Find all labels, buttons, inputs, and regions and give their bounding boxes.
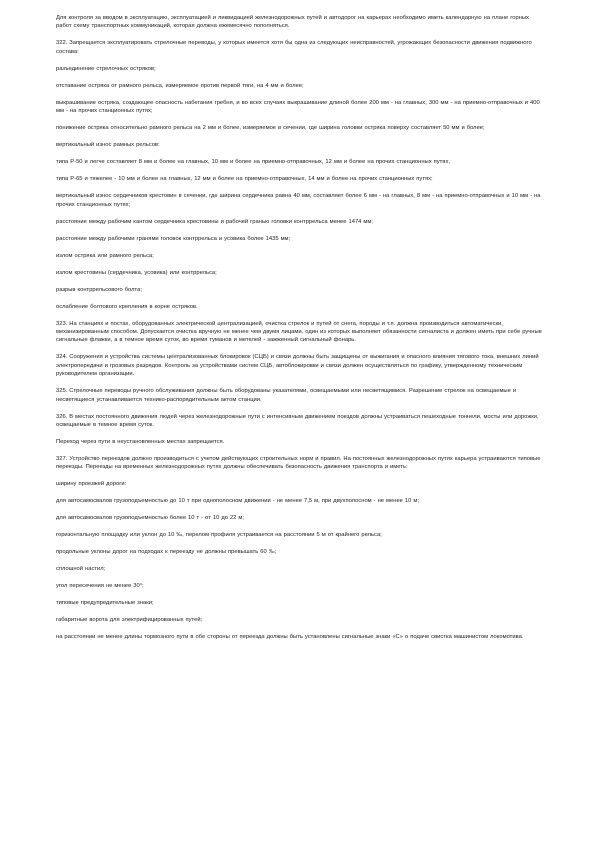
document-paragraph: 322. Запрещается эксплуатировать стрелочные переводы, у которых имеется хотя бы одна из следующих неисправностей, угрожающих безопасности движения подвижного состава: xyxy=(56,40,532,55)
document-paragraph: расстояние между рабочим кантом сердечника крестовины и рабочей гранью головки контррельса менее 1474 мм; xyxy=(56,218,373,225)
document-page xyxy=(56,14,546,650)
document-paragraph: на расстоянии не менее длины тормозного пути в обе стороны от переезда должны быть установлены сигнальные знаки «С» о подаче свистка машинистом локомотива. xyxy=(56,634,524,641)
document-paragraph: ослабление болтового крепления в корне остряков. xyxy=(56,303,198,310)
document-paragraph: выкрашивание остряка, создающее опасность набегания гребня, и во всех случаях выкрашивание длиной более 200 мм - на главных, 300 мм - на приемно-отправочных и 400 мм - на прочих станционных путях; xyxy=(56,99,540,115)
document-paragraph: 323. На станциях и постах, оборудованных электрической централизацией, очистка стрелок и путей от снега, породы и т.п. должна производиться автоматически, механизированным способом. Допускается очистка вручную не менее чем двумя лицами, один из которых выполняет обязанности сигналиста и должен иметь при себе ручные сигнальные флажки, а в темное время суток, во время туманов и метелей - зажженный сигнальный фонарь. xyxy=(56,320,542,344)
document-paragraph: 327. Устройство переездов должно производиться с учетом действующих строительных норм и правил. На постоянных железнодорожных путях карьера устраиваются типовые переезды. Переезды на временных железнодорожных путях должны обеспечивать безопасность движения транспорта и иметь: xyxy=(56,456,541,471)
document-paragraph: вертикальный износ рамных рельсов: xyxy=(56,142,160,149)
document-paragraph: ширину проезжей дороги: xyxy=(56,481,127,488)
document-paragraph: горизонтальную площадку или уклон до 10 ‰, перелом профиля устраивается на расстоянии 5 м от крайнего рельса; xyxy=(56,532,382,539)
document-paragraph: 325. Стрелочные переводы ручного обслуживания должны быть оборудованы указателями, освещаемыми или несветящимися. Разрешение стрелок на освещаемые и несветящиеся устанавливается технико-распорядительным актом станции. xyxy=(56,388,517,403)
document-paragraph: типа Р-65 и тяжелее - 10 мм и более на главных, 12 мм и более на приемно-отправочных, 14 мм и более на прочих станционных путях; xyxy=(56,176,433,183)
document-paragraph: расстояние между рабочими гранями головок контррельса и усовика более 1435 мм; xyxy=(56,235,291,242)
document-paragraph: габаритные ворота для электрифицированных путей; xyxy=(56,617,203,624)
document-paragraph: вертикальный износ сердечников крестовин в сечении, где ширина сердечника равна 40 мм, составляет более 6 мм - на главных, 8 мм - на приемно-отправочных и 10 мм - на прочих станционных путях; xyxy=(56,193,541,208)
document-paragraph: понижение остряка относительно рамного рельса на 2 мм и более, измеряемое в сечении, где ширина головки остряка поверху составляет 50 мм и более; xyxy=(56,125,485,132)
document-paragraph: типа Р-50 и легче составляет 8 мм и более на главных, 10 мм и более на приемно-отправочных, 12 мм и более на прочих станционных путях, xyxy=(56,159,450,166)
document-paragraph: сплошной настил; xyxy=(56,566,106,573)
document-paragraph: для автосамосвалов грузоподъемностью до 10 т при однополосном движении - не менее 7,5 м, при двухполосном - не менее 10 м; xyxy=(56,498,419,505)
document-paragraph: 326. В местах постоянного движения людей через железнодорожные пути с интенсивным движением поездов должны устраиваться пешеходные тоннели, мосты или дорожки, освещаемые в темное время суток. xyxy=(56,413,539,429)
document-paragraph: излом крестовины (сердечника, усовика) или контррельса; xyxy=(56,269,217,276)
document-paragraph: типовые предупредительные знаки; xyxy=(56,600,154,607)
document-paragraph: Для контроля за вводом в эксплуатацию, эксплуатацией и ликвидацией железнодорожных путей и автодорог на карьерах необходимо иметь календарную на плане горных работ схему транспортных коммуникаций, которая должна ежемесячно пополняться. xyxy=(56,15,529,30)
document-paragraph: разрыв контррельсового болта; xyxy=(56,286,142,293)
document-paragraph: угол пересечения не менее 30°; xyxy=(56,583,144,590)
document-paragraph: для автосамосвалов грузоподъемностью более 10 т - от 10 до 22 м; xyxy=(56,515,245,522)
document-paragraph: отставание остряка от рамного рельса, измеряемое против первой тяги, на 4 мм и более; xyxy=(56,82,304,89)
document-paragraph: 324. Сооружения и устройства системы централизованных блокировок (СЦБ) и связи должны быть защищены от выжигания и опасного влияния тягового тока, внешних линий электропередачи и грозовых разрядов. Контроль за устройствами систем СЦБ, автоблокировки и связи должен осуществляться по графику, утвержденному техническим руководителем организации. xyxy=(56,354,539,378)
document-paragraph: Переход через пути в неустановленных местах запрещается. xyxy=(56,439,225,446)
document-paragraph: разъединение стрелочных остряков; xyxy=(56,65,156,72)
document-paragraph: излом остряка или рамного рельса; xyxy=(56,252,154,259)
document-paragraph: продольные уклоны дорог на подходах к переезду не должны превышать 60 ‰; xyxy=(56,549,277,556)
